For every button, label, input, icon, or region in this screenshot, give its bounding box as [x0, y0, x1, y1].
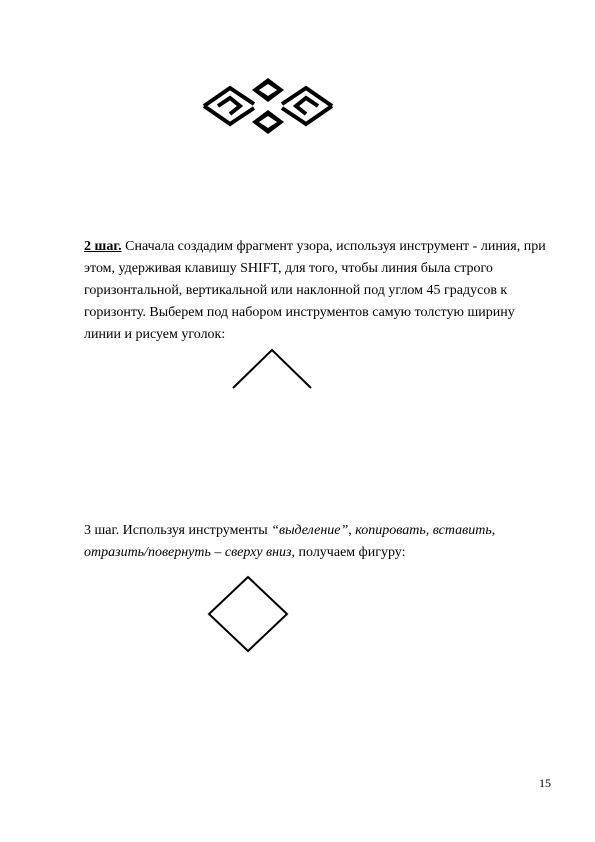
step2-text: Сначала создадим фрагмент узора, используя инструмент - линия, при этом, удерживая клавишу SHIFT, для того, чтобы линия была строго горизонтальной, вертикальной или наклонной под углом 45 градусов к горизонту. Выберем под набором инструментов самую толстую ширину линии и рисуем уголок: [84, 239, 546, 342]
step3-tools-rest: копировать, вставить, отразить/повернуть – сверху вниз [84, 523, 496, 560]
page-number: 15 [539, 776, 551, 790]
step3-label: 3 шаг. Используя инструменты [84, 523, 272, 538]
corner-figure [230, 346, 314, 390]
ornament-pattern-image [200, 76, 336, 136]
step3-tail: , получаем фигуру: [291, 545, 406, 560]
step3-tool-select: “выделение” [271, 523, 349, 538]
step3-separator: , [348, 523, 356, 538]
diamond-figure [206, 574, 290, 654]
step2-paragraph [84, 236, 554, 346]
step3-paragraph [84, 520, 554, 564]
step2-label: 2 шаг. [84, 239, 122, 254]
